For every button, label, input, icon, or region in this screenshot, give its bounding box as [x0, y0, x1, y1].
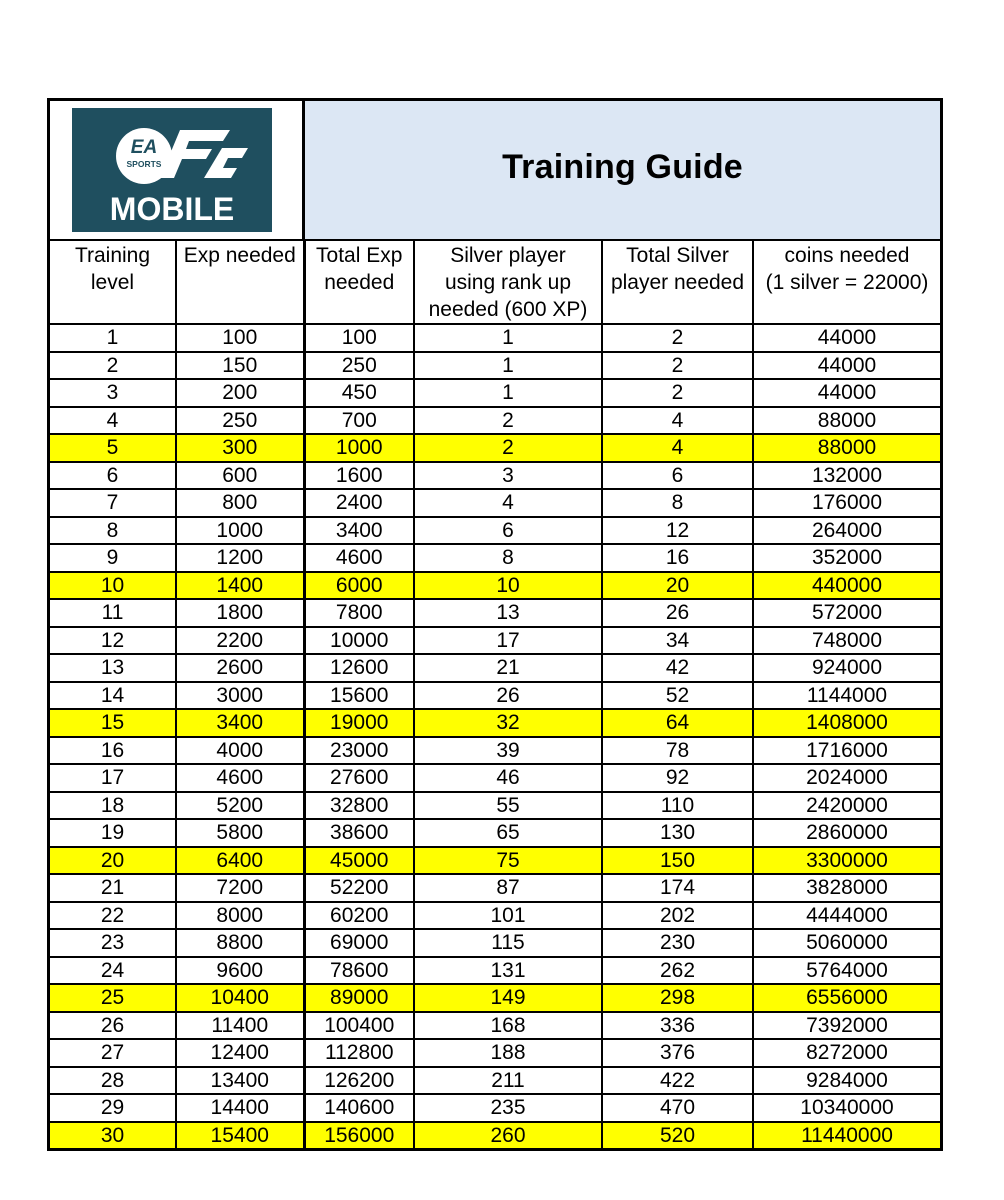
cell-total-exp-needed: 32800 [304, 792, 414, 820]
cell-silver-rank-up-needed: 2 [414, 407, 602, 435]
cell-total-exp-needed: 23000 [304, 737, 414, 765]
cell-silver-rank-up-needed: 6 [414, 517, 602, 545]
cell-total-exp-needed: 7800 [304, 599, 414, 627]
cell-total-silver-needed: 376 [602, 1039, 753, 1067]
table-row [50, 819, 940, 847]
table-row [50, 572, 940, 600]
cell-exp-needed: 7200 [176, 874, 304, 902]
cell-training-level: 1 [50, 324, 176, 352]
cell-total-silver-needed: 26 [602, 599, 753, 627]
cell-total-exp-needed: 140600 [304, 1094, 414, 1122]
cell-total-silver-needed: 262 [602, 957, 753, 985]
column-header-line: needed (600 XP) [428, 298, 588, 321]
column-header-line: level [90, 271, 135, 294]
cell-training-level: 26 [50, 1012, 176, 1040]
cell-training-level: 23 [50, 929, 176, 957]
table-row [50, 1012, 940, 1040]
column-header-line: Total Silver [626, 244, 729, 267]
title-cell [305, 101, 940, 239]
cell-total-silver-needed: 6 [602, 462, 753, 490]
cell-exp-needed: 800 [176, 489, 304, 517]
cell-training-level: 10 [50, 572, 176, 600]
cell-silver-rank-up-needed: 46 [414, 764, 602, 792]
cell-training-level: 7 [50, 489, 176, 517]
table-row [50, 654, 940, 682]
cell-total-silver-needed: 520 [602, 1122, 753, 1149]
cell-exp-needed: 12400 [176, 1039, 304, 1067]
cell-exp-needed: 1000 [176, 517, 304, 545]
cell-total-exp-needed: 100 [304, 324, 414, 352]
table-row [50, 764, 940, 792]
cell-silver-rank-up-needed: 149 [414, 984, 602, 1012]
cell-total-silver-needed: 174 [602, 874, 753, 902]
column-header-line: coins needed [784, 244, 910, 267]
cell-exp-needed: 3400 [176, 709, 304, 737]
column-header-line: Silver player [450, 244, 566, 267]
cell-coins-needed: 1716000 [753, 737, 940, 765]
cell-total-silver-needed: 4 [602, 407, 753, 435]
cell-total-silver-needed: 336 [602, 1012, 753, 1040]
cell-coins-needed: 2860000 [753, 819, 940, 847]
table-row [50, 324, 940, 352]
cell-silver-rank-up-needed: 8 [414, 544, 602, 572]
table-row [50, 682, 940, 710]
cell-total-exp-needed: 100400 [304, 1012, 414, 1040]
cell-silver-rank-up-needed: 1 [414, 352, 602, 380]
cell-training-level: 28 [50, 1067, 176, 1095]
cell-total-exp-needed: 126200 [304, 1067, 414, 1095]
column-header-total-silver-needed [602, 241, 753, 324]
cell-exp-needed: 600 [176, 462, 304, 490]
cell-coins-needed: 11440000 [753, 1122, 940, 1149]
cell-exp-needed: 10400 [176, 984, 304, 1012]
table-row [50, 407, 940, 435]
table-row [50, 599, 940, 627]
cell-coins-needed: 3828000 [753, 874, 940, 902]
cell-total-silver-needed: 64 [602, 709, 753, 737]
cell-silver-rank-up-needed: 55 [414, 792, 602, 820]
cell-total-silver-needed: 52 [602, 682, 753, 710]
cell-silver-rank-up-needed: 188 [414, 1039, 602, 1067]
cell-total-exp-needed: 78600 [304, 957, 414, 985]
cell-silver-rank-up-needed: 13 [414, 599, 602, 627]
cell-total-exp-needed: 3400 [304, 517, 414, 545]
cell-training-level: 2 [50, 352, 176, 380]
cell-training-level: 9 [50, 544, 176, 572]
cell-silver-rank-up-needed: 1 [414, 379, 602, 407]
cell-training-level: 30 [50, 1122, 176, 1149]
cell-silver-rank-up-needed: 32 [414, 709, 602, 737]
cell-silver-rank-up-needed: 17 [414, 627, 602, 655]
page-title: Training Guide [502, 147, 743, 186]
table-row [50, 1122, 940, 1149]
training-table [50, 241, 940, 1148]
cell-training-level: 3 [50, 379, 176, 407]
column-header-line: (1 silver = 22000) [765, 271, 929, 294]
cell-total-silver-needed: 20 [602, 572, 753, 600]
cell-total-silver-needed: 150 [602, 847, 753, 875]
cell-coins-needed: 3300000 [753, 847, 940, 875]
cell-total-exp-needed: 1000 [304, 434, 414, 462]
cell-total-exp-needed: 156000 [304, 1122, 414, 1149]
ea-sports-fc-mobile-logo [72, 108, 272, 232]
cell-training-level: 13 [50, 654, 176, 682]
cell-coins-needed: 44000 [753, 352, 940, 380]
cell-coins-needed: 1408000 [753, 709, 940, 737]
cell-exp-needed: 8800 [176, 929, 304, 957]
column-header-training-level [50, 241, 176, 324]
cell-coins-needed: 5764000 [753, 957, 940, 985]
cell-total-silver-needed: 4 [602, 434, 753, 462]
cell-total-silver-needed: 2 [602, 379, 753, 407]
cell-silver-rank-up-needed: 21 [414, 654, 602, 682]
table-row [50, 929, 940, 957]
cell-coins-needed: 264000 [753, 517, 940, 545]
cell-total-exp-needed: 60200 [304, 902, 414, 930]
cell-total-silver-needed: 92 [602, 764, 753, 792]
cell-coins-needed: 1144000 [753, 682, 940, 710]
table-row [50, 627, 940, 655]
cell-training-level: 21 [50, 874, 176, 902]
cell-training-level: 20 [50, 847, 176, 875]
cell-coins-needed: 4444000 [753, 902, 940, 930]
cell-exp-needed: 13400 [176, 1067, 304, 1095]
cell-training-level: 14 [50, 682, 176, 710]
cell-total-exp-needed: 12600 [304, 654, 414, 682]
cell-coins-needed: 10340000 [753, 1094, 940, 1122]
cell-total-silver-needed: 78 [602, 737, 753, 765]
cell-silver-rank-up-needed: 235 [414, 1094, 602, 1122]
cell-silver-rank-up-needed: 260 [414, 1122, 602, 1149]
cell-training-level: 15 [50, 709, 176, 737]
table-row [50, 1067, 940, 1095]
cell-training-level: 22 [50, 902, 176, 930]
cell-training-level: 11 [50, 599, 176, 627]
table-row [50, 462, 940, 490]
cell-training-level: 6 [50, 462, 176, 490]
table-row [50, 1039, 940, 1067]
cell-coins-needed: 6556000 [753, 984, 940, 1012]
table-row [50, 792, 940, 820]
cell-total-exp-needed: 52200 [304, 874, 414, 902]
cell-silver-rank-up-needed: 75 [414, 847, 602, 875]
table-row [50, 957, 940, 985]
cell-total-exp-needed: 1600 [304, 462, 414, 490]
cell-exp-needed: 1400 [176, 572, 304, 600]
cell-total-exp-needed: 69000 [304, 929, 414, 957]
cell-exp-needed: 2200 [176, 627, 304, 655]
table-row [50, 874, 940, 902]
cell-total-exp-needed: 15600 [304, 682, 414, 710]
cell-exp-needed: 1200 [176, 544, 304, 572]
cell-training-level: 29 [50, 1094, 176, 1122]
table-row [50, 489, 940, 517]
cell-total-silver-needed: 110 [602, 792, 753, 820]
cell-silver-rank-up-needed: 131 [414, 957, 602, 985]
cell-total-silver-needed: 230 [602, 929, 753, 957]
table-row [50, 517, 940, 545]
cell-training-level: 24 [50, 957, 176, 985]
cell-training-level: 27 [50, 1039, 176, 1067]
cell-coins-needed: 9284000 [753, 1067, 940, 1095]
cell-total-silver-needed: 12 [602, 517, 753, 545]
column-header-coins-needed [753, 241, 940, 324]
cell-coins-needed: 352000 [753, 544, 940, 572]
table-row [50, 434, 940, 462]
cell-total-silver-needed: 8 [602, 489, 753, 517]
cell-exp-needed: 14400 [176, 1094, 304, 1122]
cell-exp-needed: 5200 [176, 792, 304, 820]
logo-sports-text: SPORTS [126, 159, 162, 169]
cell-coins-needed: 44000 [753, 379, 940, 407]
cell-coins-needed: 5060000 [753, 929, 940, 957]
cell-exp-needed: 3000 [176, 682, 304, 710]
cell-total-exp-needed: 4600 [304, 544, 414, 572]
header-banner [50, 101, 940, 241]
cell-total-exp-needed: 2400 [304, 489, 414, 517]
cell-total-silver-needed: 470 [602, 1094, 753, 1122]
cell-exp-needed: 300 [176, 434, 304, 462]
cell-exp-needed: 11400 [176, 1012, 304, 1040]
cell-coins-needed: 44000 [753, 324, 940, 352]
cell-silver-rank-up-needed: 4 [414, 489, 602, 517]
cell-coins-needed: 132000 [753, 462, 940, 490]
logo-ea-text: EA [130, 137, 158, 158]
cell-silver-rank-up-needed: 87 [414, 874, 602, 902]
table-row [50, 902, 940, 930]
cell-training-level: 16 [50, 737, 176, 765]
column-header-line: using rank up [444, 271, 572, 294]
cell-silver-rank-up-needed: 3 [414, 462, 602, 490]
cell-training-level: 4 [50, 407, 176, 435]
table-row [50, 544, 940, 572]
cell-exp-needed: 4600 [176, 764, 304, 792]
cell-exp-needed: 1800 [176, 599, 304, 627]
cell-total-exp-needed: 450 [304, 379, 414, 407]
cell-total-silver-needed: 422 [602, 1067, 753, 1095]
fc-mobile-logo-icon [72, 108, 272, 232]
cell-exp-needed: 6400 [176, 847, 304, 875]
cell-exp-needed: 5800 [176, 819, 304, 847]
cell-silver-rank-up-needed: 211 [414, 1067, 602, 1095]
cell-coins-needed: 748000 [753, 627, 940, 655]
cell-exp-needed: 9600 [176, 957, 304, 985]
cell-exp-needed: 100 [176, 324, 304, 352]
cell-total-exp-needed: 89000 [304, 984, 414, 1012]
cell-coins-needed: 7392000 [753, 1012, 940, 1040]
cell-total-silver-needed: 34 [602, 627, 753, 655]
cell-total-silver-needed: 202 [602, 902, 753, 930]
cell-total-exp-needed: 10000 [304, 627, 414, 655]
cell-coins-needed: 88000 [753, 407, 940, 435]
cell-total-silver-needed: 16 [602, 544, 753, 572]
cell-coins-needed: 88000 [753, 434, 940, 462]
cell-total-exp-needed: 19000 [304, 709, 414, 737]
cell-silver-rank-up-needed: 115 [414, 929, 602, 957]
cell-total-exp-needed: 45000 [304, 847, 414, 875]
cell-silver-rank-up-needed: 65 [414, 819, 602, 847]
cell-exp-needed: 2600 [176, 654, 304, 682]
cell-coins-needed: 2024000 [753, 764, 940, 792]
cell-exp-needed: 200 [176, 379, 304, 407]
cell-training-level: 25 [50, 984, 176, 1012]
cell-total-exp-needed: 250 [304, 352, 414, 380]
table-row [50, 352, 940, 380]
cell-coins-needed: 2420000 [753, 792, 940, 820]
cell-training-level: 17 [50, 764, 176, 792]
cell-coins-needed: 440000 [753, 572, 940, 600]
cell-training-level: 12 [50, 627, 176, 655]
cell-silver-rank-up-needed: 2 [414, 434, 602, 462]
table-row [50, 379, 940, 407]
table-body [50, 324, 940, 1148]
logo-mobile-text: MOBILE [109, 191, 235, 227]
column-header-row [50, 241, 940, 324]
column-header-line: Training [74, 244, 151, 267]
table-row [50, 1094, 940, 1122]
cell-total-silver-needed: 298 [602, 984, 753, 1012]
cell-training-level: 5 [50, 434, 176, 462]
column-header-exp-needed [176, 241, 304, 324]
column-header-total-exp-needed [304, 241, 414, 324]
cell-silver-rank-up-needed: 26 [414, 682, 602, 710]
column-header-line: Exp needed [183, 244, 296, 267]
cell-coins-needed: 176000 [753, 489, 940, 517]
cell-exp-needed: 250 [176, 407, 304, 435]
cell-coins-needed: 924000 [753, 654, 940, 682]
table-row [50, 984, 940, 1012]
cell-coins-needed: 8272000 [753, 1039, 940, 1067]
column-header-line: Total Exp [316, 244, 403, 267]
cell-total-silver-needed: 130 [602, 819, 753, 847]
cell-total-exp-needed: 38600 [304, 819, 414, 847]
cell-silver-rank-up-needed: 101 [414, 902, 602, 930]
column-header-line: needed [324, 271, 395, 294]
cell-silver-rank-up-needed: 39 [414, 737, 602, 765]
cell-total-exp-needed: 112800 [304, 1039, 414, 1067]
cell-training-level: 19 [50, 819, 176, 847]
cell-exp-needed: 15400 [176, 1122, 304, 1149]
table-row [50, 847, 940, 875]
cell-total-silver-needed: 2 [602, 324, 753, 352]
cell-total-exp-needed: 27600 [304, 764, 414, 792]
cell-silver-rank-up-needed: 10 [414, 572, 602, 600]
cell-coins-needed: 572000 [753, 599, 940, 627]
cell-total-silver-needed: 42 [602, 654, 753, 682]
column-header-line: player needed [610, 271, 745, 294]
table-row [50, 709, 940, 737]
cell-silver-rank-up-needed: 168 [414, 1012, 602, 1040]
cell-total-silver-needed: 2 [602, 352, 753, 380]
table-row [50, 737, 940, 765]
cell-training-level: 8 [50, 517, 176, 545]
cell-total-exp-needed: 6000 [304, 572, 414, 600]
cell-exp-needed: 4000 [176, 737, 304, 765]
cell-exp-needed: 8000 [176, 902, 304, 930]
cell-silver-rank-up-needed: 1 [414, 324, 602, 352]
logo-cell [50, 101, 305, 239]
cell-exp-needed: 150 [176, 352, 304, 380]
column-header-silver-rank-up-needed [414, 241, 602, 324]
cell-training-level: 18 [50, 792, 176, 820]
training-guide-table [47, 98, 943, 1151]
cell-total-exp-needed: 700 [304, 407, 414, 435]
